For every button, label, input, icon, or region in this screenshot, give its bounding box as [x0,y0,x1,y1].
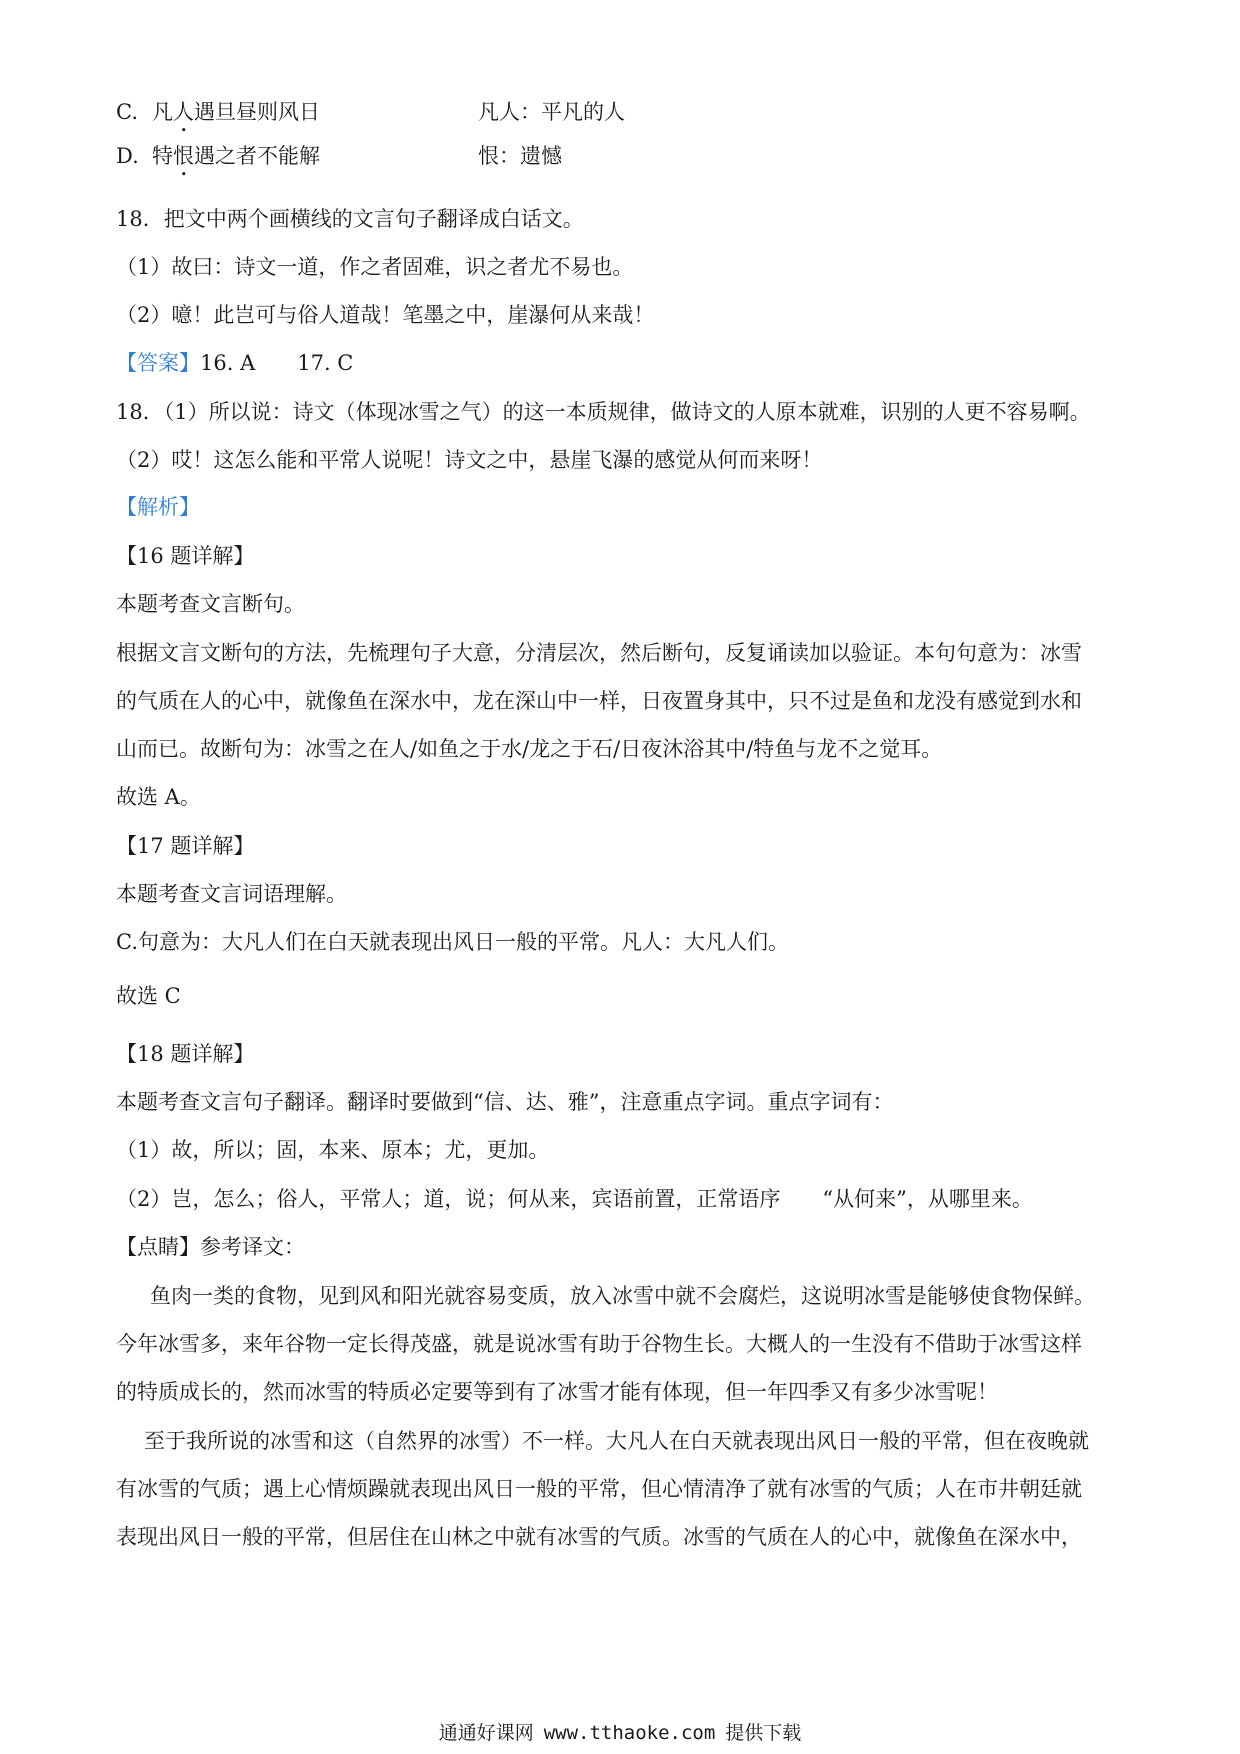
option-text-pre: 特 [152,144,173,168]
detail-16-heading: 【16 题详解】 [116,544,255,568]
answer-tag: 【答案】 [116,351,200,375]
option-gloss: 凡人：平凡的人 [478,100,625,124]
dianjing-heading: 【点睛】参考译文： [116,1235,305,1259]
analysis-tag: 【解析】 [116,495,200,519]
detail-18-line: （2）岂，怎么；俗人，平常人；道，说；何从来，宾语前置，正常语序 “从何来”，从哪里来。 [116,1187,1033,1211]
option-text-post: 遇旦昼则风日 [194,100,320,124]
translation-line: 今年冰雪多，来年谷物一定长得茂盛，就是说冰雪有助于谷物生长。大概人的一生没有不借助于冰雪这样 [116,1332,1082,1356]
option-key-char: 恨 [173,144,194,168]
answer-text: 16. A 17. C [200,351,354,375]
question-18: 18．把文中两个画横线的文言句子翻译成白话文。 [116,207,584,231]
option-letter: D. [116,144,139,168]
option-text-post: 遇之者不能解 [194,144,320,168]
option-c [116,97,625,137]
option-text-pre: 凡 [152,100,173,124]
translation-line: 至于我所说的冰雪和这（自然界的冰雪）不一样。大凡人在白天就表现出风日一般的平常，但在夜晚就 [144,1429,1089,1453]
translation-line: 鱼肉一类的食物，见到风和阳光就容易变质，放入冰雪中就不会腐烂，这说明冰雪是能够使食物保鲜。 [150,1284,1095,1308]
detail-16-line: 根据文言文断句的方法，先梳理句子大意，分清层次，然后断句，反复诵读加以验证。本句句意为：冰雪 [116,641,1082,665]
detail-17-line: 本题考查文言词语理解。 [116,882,347,906]
detail-17-heading: 【17 题详解】 [116,834,255,858]
answer-line [116,348,353,378]
detail-16-line: 山而已。故断句为：冰雪之在人/如鱼之于水/龙之于石/日夜沐浴其中/特鱼与龙不之觉耳。 [116,737,943,761]
answer-18-part-2: （2）哎！这怎么能和平常人说呢！诗文之中，悬崖飞瀑的感觉从何而来呀！ [116,448,823,472]
option-key-char: 人 [173,100,194,124]
option-d [116,141,562,181]
detail-17-line: C.句意为：大凡人们在白天就表现出风日一般的平常。凡人：大凡人们。 [116,930,789,954]
option-letter: C. [116,100,138,124]
detail-16-line: 本题考查文言断句。 [116,592,305,616]
page-footer [0,1718,1240,1745]
detail-18-heading: 【18 题详解】 [116,1042,255,1066]
detail-16-line: 故选 A。 [116,785,201,809]
translation-line: 表现出风日一般的平常，但居住在山林之中就有冰雪的气质。冰雪的气质在人的心中，就像鱼在深水中， [116,1525,1082,1549]
detail-18-line: （1）故，所以；固，本来、原本；尤，更加。 [116,1138,550,1162]
translation-line: 有冰雪的气质；遇上心情烦躁就表现出风日一般的平常，但心情清净了就有冰雪的气质；人在市井朝廷就 [116,1477,1082,1501]
footer-brand: 通通好课网 [438,1722,534,1744]
footer-note: 提供下载 [725,1722,802,1744]
question-18-part-2: （2）噫！此岂可与俗人道哉！笔墨之中，崖瀑何从来哉！ [116,303,655,327]
question-18-part-1: （1）故曰：诗文一道，作之者固难，识之者尤不易也。 [116,255,634,279]
option-gloss: 恨：遗憾 [478,144,562,168]
translation-line: 的特质成长的，然而冰雪的特质必定要等到有了冰雪才能有体现，但一年四季又有多少冰雪呢！ [116,1380,998,1404]
detail-18-line: 本题考查文言句子翻译。翻译时要做到“信、达、雅”，注意重点字词。重点字词有： [116,1090,894,1114]
footer-website: www.tthaoke.com [543,1722,716,1744]
detail-17-line: 故选 C [116,984,181,1008]
detail-16-line: 的气质在人的心中，就像鱼在深水中，龙在深山中一样，日夜置身其中，只不过是鱼和龙没有感觉到水和 [116,689,1082,713]
answer-18-part-1: 18．（1）所以说：诗文（体现冰雪之气）的这一本质规律，做诗文的人原本就难，识别的人更不容易啊。 [116,400,1091,424]
